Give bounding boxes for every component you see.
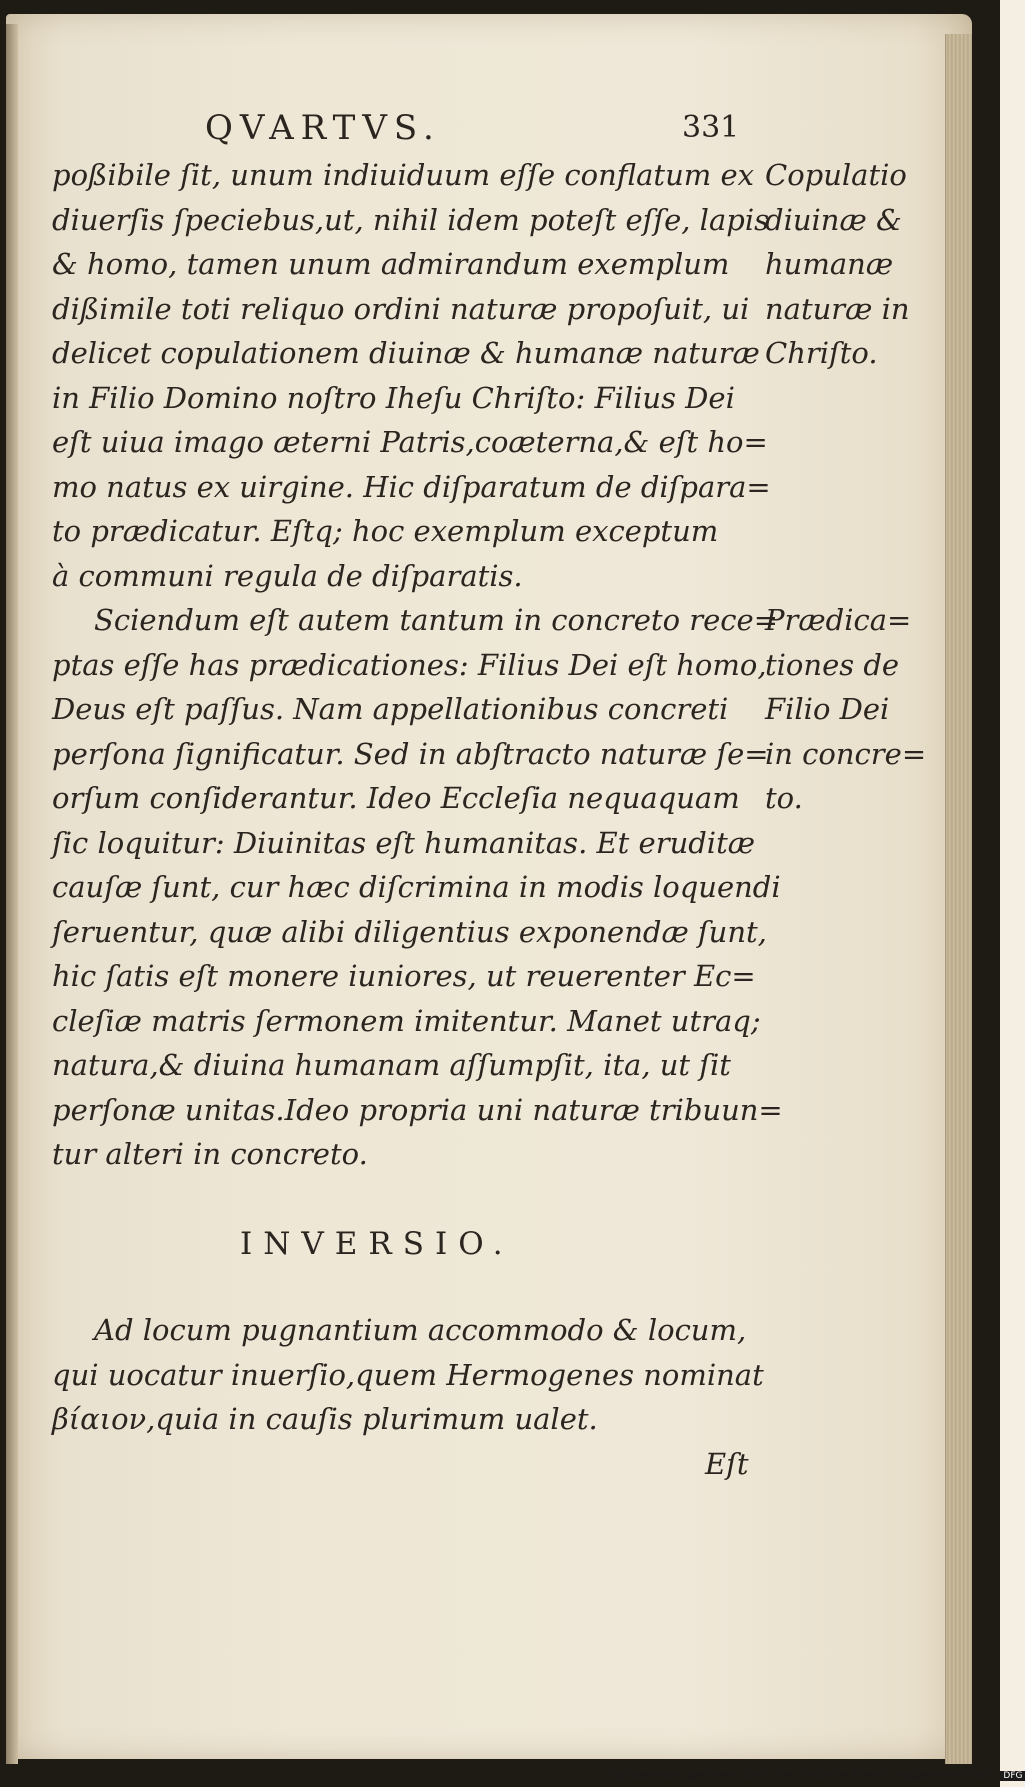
text-line: dißimile toti reliquo ordini naturæ propoſuit, ui [52,291,750,326]
catchword: Eſt [705,1447,749,1481]
text-line: diuerſis ſpeciebus,ut, nihil idem poteſt eſſe, lapis [52,202,769,237]
text-line: à communi regula de diſparatis. [52,558,523,593]
text-line: cauſæ ſunt, cur hæc diſcrimina in modis loquendi [52,870,781,904]
text-line: natura,& diuina humanam aſſumpſit, ita, ut ſit [52,1048,731,1082]
text-line: in Filio Domino noſtro Iheſu Chriſto: Filius Dei [52,380,735,415]
text-line: perſonæ unitas.Ideo propria uni naturæ tribuun= [52,1092,783,1127]
main-text-block-1 [52,153,783,1177]
text-line: ſeruentur, quæ alibi diligentius exponendæ ſunt, [52,914,767,949]
margin-note-line: diuinæ & [765,202,902,237]
text-line: tur alteri in concreto. [52,1137,368,1171]
margin-note-line: tiones de [765,647,900,682]
margin-note-line: Chriſto. [765,336,878,370]
running-head: QVARTVS. [205,108,441,148]
digitization-credit [604,1768,1025,1781]
text-line: orſum conſiderantur. Ideo Eccleſia nequaquam [52,781,740,815]
text-line: cleſiæ matris ſermonem imitentur. Manet utraq; [52,1003,761,1038]
margin-note-line: Filio Dei [765,692,890,726]
margin-note-line: humanæ [765,247,894,281]
text-line: hic ſatis eſt monere iuniores, ut reuerenter Ec= [52,959,756,993]
text-line: mo natus ex uirgine. Hic diſparatum de diſpara= [52,469,771,504]
text-line: eſt uiua imago æterni Patris,coæterna,& eſt ho= [52,425,768,459]
margin-note-praedicationes [765,598,965,821]
text-line: qui uocatur inuerſio,quem Hermogenes nominat [52,1357,764,1392]
text-line: Sciendum eſt autem tantum in concreto rece= [94,603,778,637]
text-line: Deus eſt paſſus. Nam appellationibus concreti [52,692,729,726]
text-line: poßibile ſit, unum indiuiduum eſſe conflatum ex [52,158,754,192]
margin-note-copulatio [765,153,965,376]
credit-text: Digitalisierung gefördert durch die Deutsche Forschungsgemeinschaft - [604,1768,998,1781]
page-gutter-shadow [6,24,18,1764]
text-line: Ad locum pugnantium accommodo & locum, [94,1313,747,1347]
margin-note-line: to. [765,781,803,815]
text-line: & homo, tamen unum admirandum exemplum [52,247,730,281]
section-heading: INVERSIO. [240,1226,514,1262]
margin-note-line: naturæ in [765,291,910,326]
text-line: perſona ſignificatur. Sed in abſtracto naturæ ſe= [52,736,769,771]
main-text-block-2 [52,1308,772,1442]
margin-note-line: in concre= [765,736,927,771]
dfg-logo: DFG [1000,1771,1025,1781]
text-line: delicet copulationem diuinæ & humanæ naturæ [52,336,760,370]
text-line: ſic loquitur: Diuinitas eſt humanitas. Et eruditæ [52,825,755,860]
text-line: ptas eſſe has prædicationes: Filius Dei eſt homo, [52,647,767,682]
margin-note-line: Copulatio [765,158,907,192]
page-number: 331 [682,110,740,145]
text-line: βίαιον,quia in cauſis plurimum ualet. [52,1402,598,1436]
margin-note-line: Prædica= [765,603,912,637]
text-line: to prædicatur. Eſtq; hoc exemplum exceptum [52,514,719,548]
